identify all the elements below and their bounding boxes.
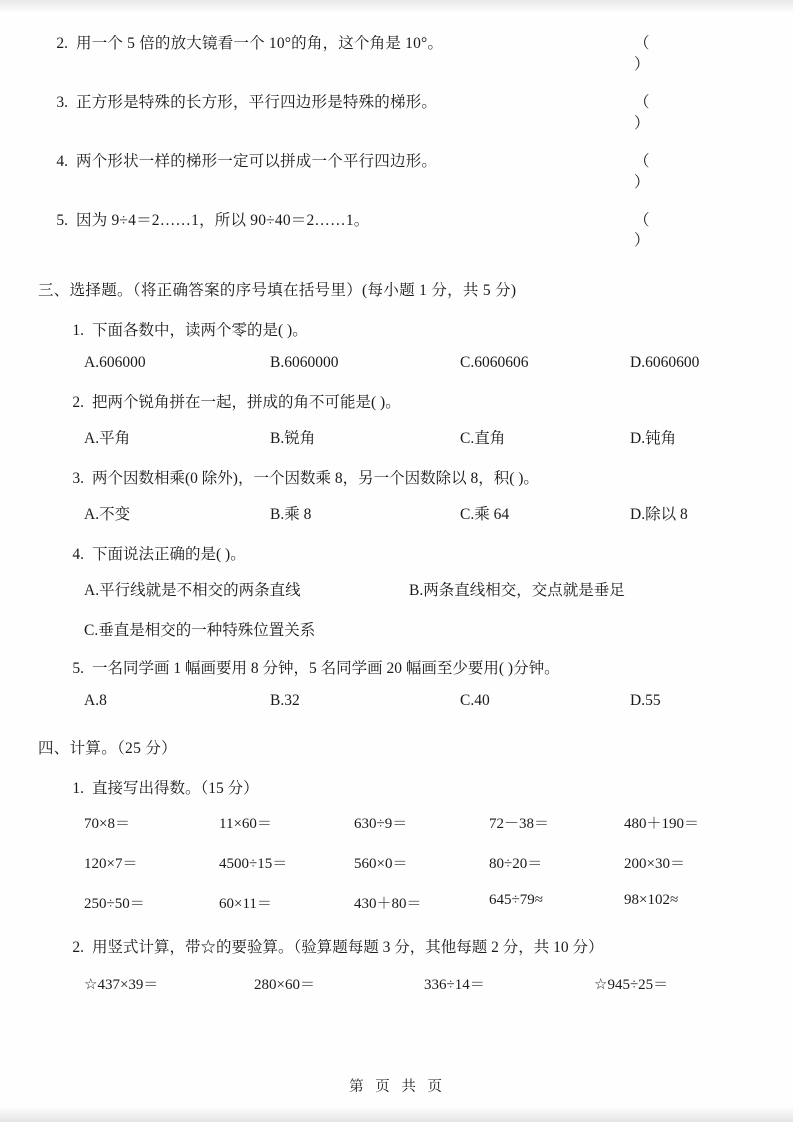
calc-item[interactable]: 11×60＝ — [219, 816, 272, 833]
page-top-edge — [0, 0, 793, 14]
calc-item[interactable]: 480＋190＝ — [624, 816, 700, 833]
calc-item[interactable]: 560×0＝ — [354, 856, 408, 873]
calc-item[interactable]: 630÷9＝ — [354, 816, 408, 833]
option-c[interactable]: C.直角 — [460, 430, 506, 448]
option-d[interactable]: D.钝角 — [630, 430, 677, 448]
question-number: 3. — [72, 470, 84, 488]
footer-part-3: 共 — [401, 1079, 418, 1095]
answer-bracket[interactable]: （ ） — [634, 93, 684, 132]
calc-item[interactable]: 250÷50＝ — [84, 896, 145, 913]
calc-item[interactable]: ☆437×39＝ — [84, 977, 159, 994]
calc-item[interactable]: ☆945÷25＝ — [594, 977, 669, 994]
calc-item[interactable]: 4500÷15＝ — [219, 856, 288, 873]
calc-item[interactable]: 80÷20＝ — [489, 856, 543, 873]
item-text: 正方形是特殊的长方形，平行四边形是特殊的梯形。 — [76, 93, 438, 111]
option-c[interactable]: C.乘 64 — [460, 506, 510, 524]
calc-item[interactable]: 60×11＝ — [219, 896, 272, 913]
list-item — [38, 93, 754, 135]
option-a[interactable]: A.平角 — [84, 430, 131, 448]
vertical-calc-row — [38, 973, 754, 994]
item-text: 两个形状一样的梯形一定可以拼成一个平行四边形。 — [76, 152, 438, 170]
calc-item[interactable]: 336÷14＝ — [424, 977, 485, 994]
option-row — [38, 578, 754, 600]
answer-bracket[interactable]: （ ） — [634, 152, 684, 191]
option-row — [38, 692, 754, 710]
true-false-section — [38, 34, 754, 252]
section-three — [38, 278, 754, 710]
item-number: 5. — [56, 211, 68, 229]
section-heading: 四、计算。（25 分） — [38, 740, 177, 758]
sub-question-title: 用竖式计算，带☆的要验算。（验算题每题 3 分，其他每题 2 分，共 10 分） — [92, 939, 604, 957]
list-item — [38, 211, 754, 253]
question — [38, 390, 754, 412]
list-item — [38, 34, 754, 76]
footer-part-1: 第 — [349, 1079, 366, 1095]
question — [38, 656, 754, 678]
sub-question — [38, 935, 754, 957]
question-text: 下面说法正确的是( )。 — [92, 546, 246, 564]
answer-bracket[interactable]: （ ） — [634, 35, 684, 73]
sub-question — [38, 776, 754, 798]
option-d[interactable]: D.6060600 — [630, 354, 700, 372]
sub-question-number: 1. — [72, 780, 84, 798]
question — [38, 466, 754, 488]
calc-item[interactable]: 98×102≈ — [624, 892, 679, 909]
option-row — [38, 502, 754, 524]
section-four — [38, 736, 754, 994]
option-c[interactable]: C.40 — [460, 692, 490, 710]
sub-question-title: 直接写出得数。（15 分） — [92, 780, 259, 798]
option-a[interactable]: A.不变 — [84, 506, 131, 524]
question — [38, 318, 754, 340]
calc-item[interactable]: 280×60＝ — [254, 977, 315, 994]
footer-part-2: 页 — [375, 1079, 392, 1095]
calc-item[interactable]: 72－38＝ — [489, 816, 550, 833]
question-number: 5. — [72, 660, 84, 678]
option-row — [38, 426, 754, 448]
table-row — [84, 812, 754, 833]
option-b[interactable]: B.两条直线相交，交点就是垂足 — [409, 582, 625, 600]
question-number: 2. — [72, 394, 84, 412]
item-text: 因为 9÷4＝2……1，所以 90÷40＝2……1。 — [76, 211, 370, 229]
option-a[interactable]: A.8 — [84, 692, 107, 710]
calc-item[interactable]: 200×30＝ — [624, 856, 685, 873]
option-c[interactable]: C.6060606 — [460, 354, 529, 372]
question-number: 1. — [72, 322, 84, 340]
calc-item[interactable]: 70×8＝ — [84, 816, 130, 833]
page-content — [38, 34, 754, 994]
option-d[interactable]: D.除以 8 — [630, 506, 688, 524]
option-b[interactable]: B.锐角 — [270, 430, 316, 448]
option-b[interactable]: B.32 — [270, 692, 300, 710]
question-text: 把两个锐角拼在一起，拼成的角不可能是( )。 — [92, 394, 401, 412]
table-row — [84, 892, 754, 913]
option-d[interactable]: D.55 — [630, 692, 661, 710]
option-b[interactable]: B.6060000 — [270, 354, 339, 372]
item-number: 2. — [56, 35, 68, 52]
question-text: 两个因数相乘(0 除外)，一个因数乘 8，另一个因数除以 8，积( )。 — [92, 470, 539, 488]
option-c[interactable]: C.垂直是相交的一种特殊位置关系 — [84, 622, 316, 640]
sub-question-number: 2. — [72, 939, 84, 957]
item-number: 4. — [56, 152, 68, 170]
section-heading: 三、选择题。（将正确答案的序号填在括号里）(每小题 1 分，共 5 分) — [38, 282, 517, 300]
list-item — [38, 152, 754, 194]
calc-item[interactable]: 120×7＝ — [84, 856, 138, 873]
option-a[interactable]: A.平行线就是不相交的两条直线 — [84, 582, 301, 600]
page-bottom-edge — [0, 1106, 793, 1122]
question-text: 一名同学画 1 幅画要用 8 分钟，5 名同学画 20 幅画至少要用( )分钟。 — [92, 660, 560, 678]
mental-math-grid — [38, 812, 754, 913]
table-row — [84, 852, 754, 873]
option-b[interactable]: B.乘 8 — [270, 506, 312, 524]
question-number: 4. — [72, 546, 84, 564]
item-number: 3. — [56, 93, 68, 111]
item-text: 用一个 5 倍的放大镜看一个 10°的角，这个角是 10°。 — [76, 35, 444, 52]
page-footer — [0, 1075, 793, 1096]
question — [38, 542, 754, 564]
calc-item[interactable]: 430＋80＝ — [354, 896, 422, 913]
footer-part-4: 页 — [427, 1079, 444, 1095]
calc-item[interactable]: 645÷79≈ — [489, 892, 543, 909]
option-a[interactable]: A.606000 — [84, 354, 146, 372]
question-text: 下面各数中，读两个零的是( )。 — [92, 322, 308, 340]
option-row — [38, 618, 754, 640]
answer-bracket[interactable]: （ ） — [634, 211, 684, 250]
option-row — [38, 354, 754, 372]
